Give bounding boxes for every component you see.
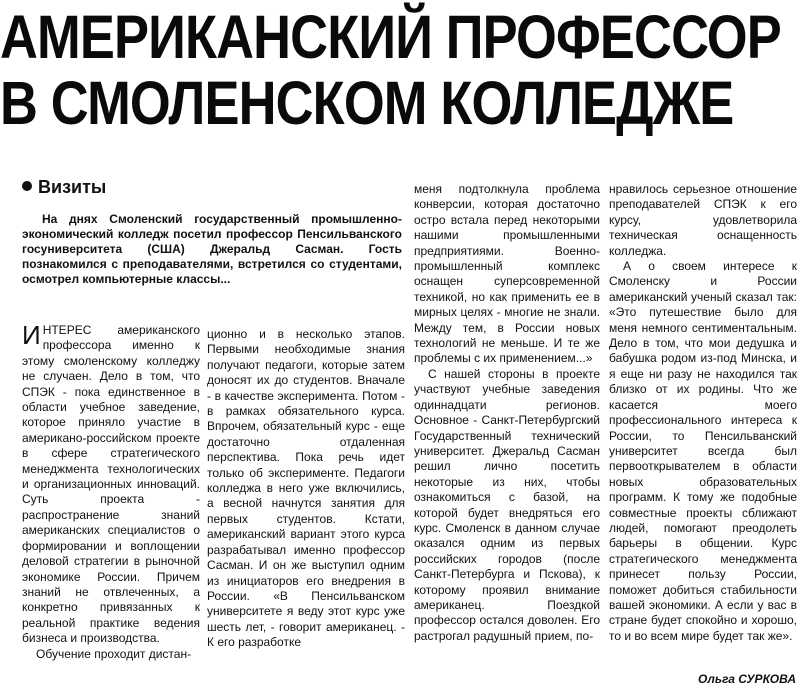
author-signature: Ольга СУРКОВА <box>698 672 796 686</box>
headline <box>0 3 781 137</box>
rubric <box>22 176 106 198</box>
article-column-3 <box>414 182 600 644</box>
rubric-label: Визиты <box>38 177 107 197</box>
headline-line-2: В СМОЛЕНСКОМ КОЛЛЕДЖЕ <box>0 69 734 137</box>
paragraph: Обучение проходит дистан- <box>36 646 192 661</box>
lead-paragraph: На днях Смоленский государственный промышленно-экономический колледж посетил профессор Пенсильванского госуниверситета (США) Джеральд Сасман. Гость познакомился с преподавателями, встретился со студентами, осмотрел компьютерные классы... <box>22 212 402 286</box>
paragraph: А о своем интересе к Смоленску и России американский ученый сказал так: «Это путешествие было для меня немного сентиментальным. Дело в том, что мои дедушка и бабушка родом из-под Минска, и я еще ни разу не находился так близко от их родины. Что же касается моего профессионального интереса к России, то Пенсильванский университет всегда был первооткрывателем в области новых образовательных программ. К тому же подобные совместные проекты сближают людей, помогают преодолеть барьеры в общении. Курс стратегического менеджмента принесет пользу России, поможет добиться стабильности вашей экономики. А если у вас в стране будет спокойно и хорошо, то и во всем мире будет так же». <box>609 259 797 643</box>
headline-line-1: АМЕРИКАНСКИЙ ПРОФЕССОР <box>0 3 781 71</box>
paragraph: ционно и в несколько этапов. Первыми необходимые знания получают педагоги, которые затем доносят их до студентов. Вначале - в качестве эксперимента. Потом - в рамках обязательного курса. Впрочем, обязательный курс - еще достаточно отдаленная перспектива. Пока речь идет только об эксперименте. Педагоги колледжа в него уже включились, а весной начнутся занятия для первых студентов. Кстати, американский вариант этого курса разрабатывал именно профессор Сасман. И он же выступил одним из инициаторов его внедрения в России. «В Пенсильванском университете я веду этот курс уже шесть лет, - говорит американец. - К его разработке <box>207 327 405 650</box>
article-column-2 <box>207 327 405 651</box>
article-column-4 <box>609 182 797 644</box>
article-column-1 <box>22 320 200 662</box>
paragraph-text: НТЕРЕС американского профессора именно к этому смоленскому колледжу не случаен. Дело в том, что СПЭК - пока единственное в области учебное заведение, которое приняло участие в американо-российском проекте в сфере стратегического менеджмента технологических и организационных инноваций. Суть проекта - распространение знаний американских специалистов о формировании и воплощении деловой стратегии в рыночной экономике России. Причем знаний не отвлеченных, а конкретно привязанных к реальной практике ведения бизнеса и производства. <box>22 323 200 646</box>
paragraph: С нашей стороны в проекте участвуют учебные заведения одиннадцати регионов. Основное - Санкт-Петербургский Государственный технический университет. Джеральд Сасман решил лично посетить некоторые из них, чтобы ознакомиться с базой, на которой будет внедряться его курс. Смоленск в данном случае оказался одним из первых российских городов (после Санкт-Петербурга и Пскова), к которому проявил внимание американец. Поездкой профессор остался доволен. Его растрогал радушный прием, по- <box>414 366 600 643</box>
paragraph <box>22 320 200 647</box>
drop-cap: И <box>22 320 41 350</box>
paragraph: нравилось серьезное отношение преподавателей СПЭК к его курсу, удовлетворила техническая оснащенность колледжа. <box>609 182 797 258</box>
paragraph: меня подтолкнула проблема конверсии, которая достаточно остро встала перед некоторыми нашими промышленными предприятиями. Военно-промышленный комплекс оснащен суперсовременной техникой, но как применить ее в мирных целях - многие не знали. Между тем, в России новых технологий не меньше. И те же проблемы с их применением...» <box>414 182 600 366</box>
bullet-icon <box>22 181 32 191</box>
